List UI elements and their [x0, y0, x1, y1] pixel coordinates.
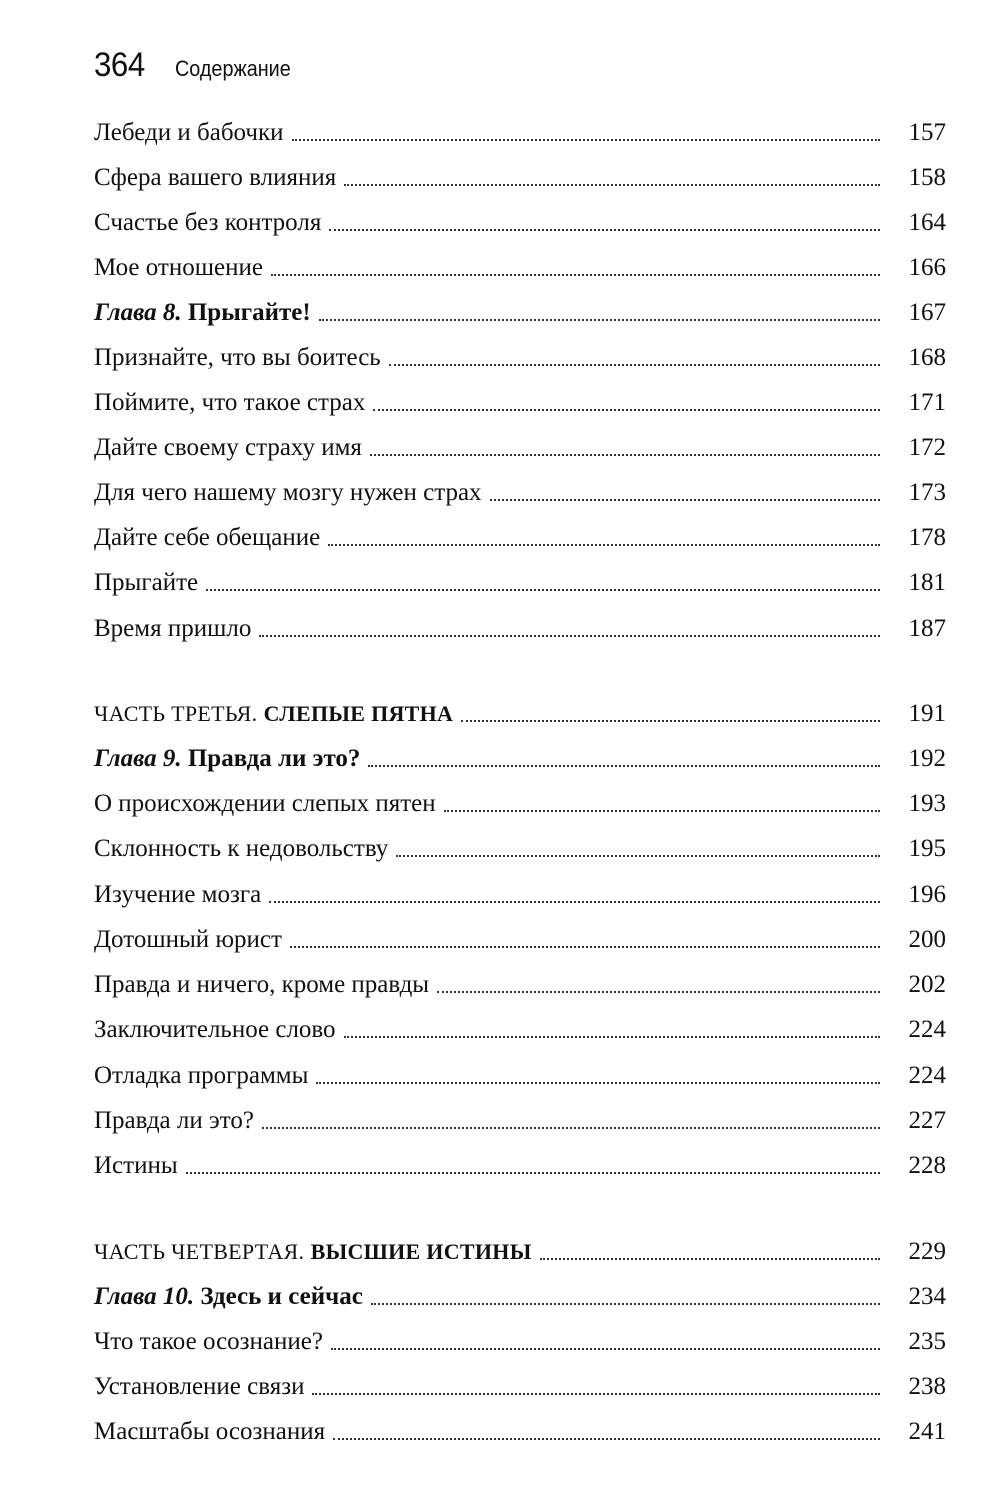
- toc-entry-label: Поймите, что такое страх: [94, 389, 366, 416]
- toc-entry-page: 168: [908, 344, 946, 371]
- toc-entry-page: 191: [908, 700, 946, 727]
- dot-leader: [370, 446, 880, 456]
- toc-entry-label: Склонность к недовольству: [94, 835, 389, 862]
- toc-entry-page: 229: [908, 1238, 946, 1265]
- toc-entry-label: Истины: [94, 1152, 178, 1179]
- toc-entry-label: [94, 697, 457, 731]
- part-title: СЛЕПЫЕ ПЯТНА: [263, 701, 454, 726]
- toc-entry-label: Мое отношение: [94, 254, 263, 281]
- dot-leader: [316, 1074, 880, 1084]
- part-title: ВЫСШИЕ ИСТИНЫ: [310, 1239, 532, 1264]
- toc-entry-page: 195: [908, 835, 946, 862]
- toc-entry-label: Признайте, что вы боитесь: [94, 344, 381, 371]
- toc-entry[interactable]: [94, 476, 946, 510]
- toc-entry-label: Отладка программы: [94, 1062, 309, 1089]
- dot-leader: [312, 1385, 880, 1395]
- toc-entry[interactable]: [94, 1415, 946, 1449]
- dot-leader: [344, 1028, 880, 1038]
- toc-entry-page: 166: [908, 254, 946, 281]
- toc-chapter-entry[interactable]: [94, 742, 946, 776]
- page-number: 364: [94, 46, 145, 84]
- toc-entry[interactable]: [94, 521, 946, 555]
- toc-entry-page: 235: [908, 1328, 946, 1355]
- toc-entry-page: 200: [908, 926, 946, 953]
- toc-entry-label: [94, 742, 364, 776]
- dot-leader: [437, 983, 880, 993]
- toc-entry-label: Лебеди и бабочки: [94, 119, 284, 146]
- part-prefix: ЧАСТЬ ЧЕТВЕРТАЯ.: [94, 1239, 305, 1264]
- dot-leader: [186, 1164, 880, 1174]
- toc-entry-page: 171: [908, 389, 946, 416]
- toc-entry-label: [94, 1280, 367, 1314]
- dot-leader: [328, 536, 880, 546]
- dot-leader: [331, 1340, 880, 1350]
- toc-entry-page: 241: [908, 1418, 946, 1445]
- toc-entry-page: 167: [908, 299, 946, 326]
- toc-entry[interactable]: [94, 1059, 946, 1093]
- toc-entry-page: 224: [908, 1016, 946, 1043]
- toc-entry-page: 173: [908, 479, 946, 506]
- dot-leader: [373, 401, 880, 411]
- toc-entry[interactable]: [94, 386, 946, 420]
- toc-entry[interactable]: [94, 832, 946, 866]
- toc-entry-label: [94, 1235, 536, 1269]
- toc-entry-page: 172: [908, 434, 946, 461]
- toc-entry-label: Время пришло: [94, 615, 252, 642]
- toc-entry-label: [94, 296, 315, 330]
- dot-leader: [206, 581, 880, 591]
- toc-entry-label: Установление связи: [94, 1373, 305, 1400]
- section-title: Содержание: [175, 56, 291, 81]
- dot-leader: [290, 938, 880, 948]
- toc-chapter-entry[interactable]: [94, 1280, 946, 1314]
- dot-leader: [540, 1250, 880, 1260]
- toc-entry[interactable]: [94, 161, 946, 195]
- toc-entry[interactable]: [94, 923, 946, 957]
- toc-entry-label: Сфера вашего влияния: [94, 164, 337, 191]
- toc-entry-page: 158: [908, 164, 946, 191]
- dot-leader: [271, 266, 880, 276]
- toc-entry-page: 193: [908, 790, 946, 817]
- toc-entry-page: 196: [908, 881, 946, 908]
- dot-leader: [319, 311, 880, 321]
- toc-entry-page: 192: [908, 745, 946, 772]
- toc-entry[interactable]: [94, 566, 946, 600]
- toc-part-entry[interactable]: [94, 1235, 946, 1269]
- dot-leader: [262, 1119, 880, 1129]
- toc-entry[interactable]: [94, 206, 946, 240]
- chapter-title: Здесь и сейчас: [200, 1283, 363, 1310]
- chapter-prefix: Глава 8.: [94, 299, 182, 326]
- toc-chapter-entry[interactable]: [94, 296, 946, 330]
- dot-leader: [490, 491, 880, 501]
- toc-entry-page: 202: [908, 971, 946, 998]
- toc-entry-label: Прыгайте: [94, 569, 199, 596]
- dot-leader: [461, 712, 880, 722]
- toc-entry[interactable]: [94, 1104, 946, 1138]
- chapter-prefix: Глава 9.: [94, 745, 182, 772]
- toc-entry-label: Дайте себе обещание: [94, 524, 321, 551]
- chapter-title: Прыгайте!: [187, 299, 311, 326]
- toc-entry[interactable]: [94, 787, 946, 821]
- toc-entry[interactable]: [94, 612, 946, 646]
- dot-leader: [259, 627, 880, 637]
- toc-entry[interactable]: [94, 1149, 946, 1183]
- dot-leader: [344, 176, 880, 186]
- toc-entry-page: 238: [908, 1373, 946, 1400]
- toc-entry-label: Заключительное слово: [94, 1016, 336, 1043]
- dot-leader: [292, 131, 880, 141]
- dot-leader: [329, 221, 880, 231]
- toc-entry-label: Изучение мозга: [94, 881, 262, 908]
- part-prefix: ЧАСТЬ ТРЕТЬЯ.: [94, 701, 258, 726]
- chapter-title: Правда ли это?: [187, 745, 361, 772]
- toc-entry-page: 227: [908, 1107, 946, 1134]
- toc-entry[interactable]: [94, 251, 946, 285]
- dot-leader: [444, 802, 880, 812]
- dot-leader: [371, 1295, 880, 1305]
- toc-entry-label: Масштабы осознания: [94, 1418, 326, 1445]
- toc-entry-label: О происхождении слепых пятен: [94, 790, 436, 817]
- dot-leader: [389, 356, 880, 366]
- dot-leader: [368, 757, 880, 767]
- toc-entry[interactable]: [94, 878, 946, 912]
- toc-entry-label: Правда ли это?: [94, 1107, 254, 1134]
- toc-entry[interactable]: [94, 968, 946, 1002]
- toc-entry-page: 181: [908, 569, 946, 596]
- toc-entry-label: Правда и ничего, кроме правды: [94, 971, 430, 998]
- dot-leader: [396, 847, 880, 857]
- toc-entry-label: Дотошный юрист: [94, 926, 282, 953]
- dot-leader: [269, 893, 880, 903]
- toc-entry[interactable]: [94, 1013, 946, 1047]
- toc-entry-label: Что такое осознание?: [94, 1328, 323, 1355]
- toc-entry-label: Для чего нашему мозгу нужен страх: [94, 479, 482, 506]
- toc-entry[interactable]: [94, 116, 946, 150]
- toc-entry-page: 157: [908, 119, 946, 146]
- toc-entry[interactable]: [94, 431, 946, 465]
- toc-entry-page: 234: [908, 1283, 946, 1310]
- toc-entry-page: 178: [908, 524, 946, 551]
- toc-part-entry[interactable]: [94, 697, 946, 731]
- toc-entry[interactable]: [94, 1370, 946, 1404]
- dot-leader: [333, 1430, 880, 1440]
- toc-entry[interactable]: [94, 1325, 946, 1359]
- toc-entry-page: 228: [908, 1152, 946, 1179]
- toc-entry-label: Счастье без контроля: [94, 209, 322, 236]
- toc-entry-page: 164: [908, 209, 946, 236]
- toc-entry[interactable]: [94, 341, 946, 375]
- toc-entry-page: 224: [908, 1062, 946, 1089]
- chapter-prefix: Глава 10.: [94, 1283, 195, 1310]
- toc-entry-page: 187: [908, 615, 946, 642]
- toc-entry-label: Дайте своему страху имя: [94, 434, 362, 461]
